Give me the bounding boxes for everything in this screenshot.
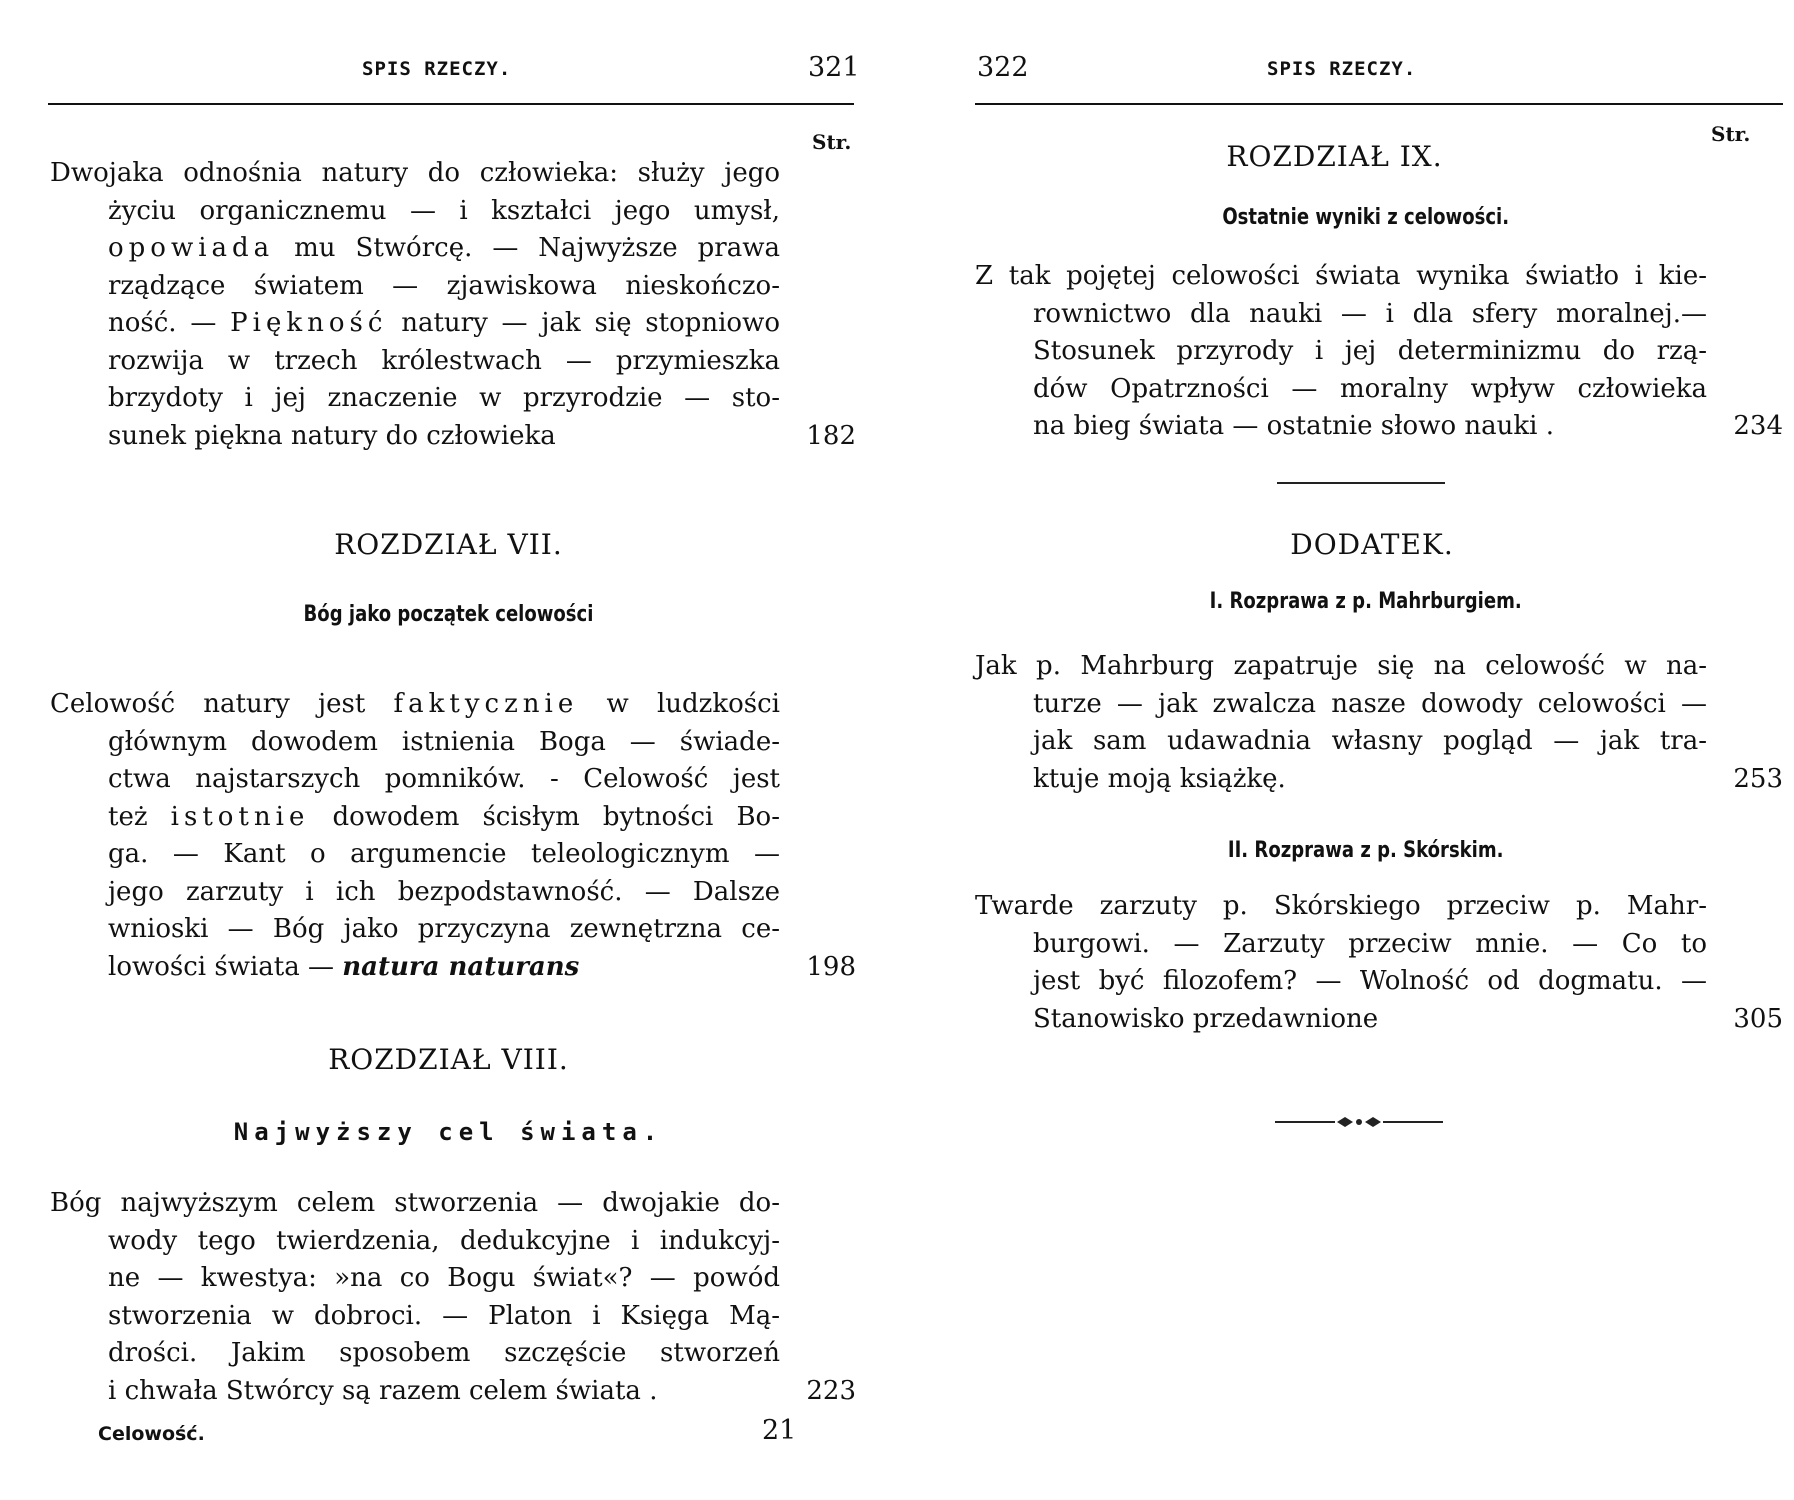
entry-page-number: 305 <box>1733 1003 1783 1034</box>
entry-line: Twarde zarzuty p. Skórskiego przeciw p. Mahr- <box>975 891 1707 921</box>
entry-line: jak sam udawadnia własny pogląd — jak tra- <box>1033 726 1707 756</box>
entry-line: turze — jak zwalcza nasze dowody celowości — <box>1033 688 1707 719</box>
entry-line: rownictwo dla nauki — i dla sfery moralnej.— <box>1033 298 1707 329</box>
chapter-subtitle: Bóg jako początek celowości <box>303 602 594 627</box>
entry-line: Jak p. Mahrburg zapatruje się na celowość w na- <box>975 651 1707 681</box>
running-head: SPIS RZECZY. <box>1267 58 1417 80</box>
entry-line: drości. Jakim sposobem szczęście stworzeń <box>108 1338 780 1368</box>
str-label: Str. <box>1711 122 1751 146</box>
entry-page-number: 198 <box>806 951 856 982</box>
appendix-subtitle: I. Rozprawa z p. Mahrburgiem. <box>1209 589 1522 614</box>
entry-line: jego zarzuty i ich bezpodstawność. — Dalsze <box>108 876 780 907</box>
entry-line: Bóg najwyższym celem stworzenia — dwojakie do- <box>50 1188 780 1218</box>
chapter-heading: ROZDZIAŁ VIII. <box>328 1043 569 1076</box>
entry-line: wody tego twierdzenia, dedukcyjne i indukcyj- <box>108 1225 780 1256</box>
entry-line: Dwojaka odnośnia natury do człowieka: służy jego <box>50 158 780 188</box>
entry-line: głównym dowodem istnienia Boga — świade- <box>108 726 780 757</box>
chapter-subtitle: Ostatnie wyniki z celowości. <box>1222 205 1510 230</box>
toc-entry-chapter-7 <box>50 686 856 986</box>
entry-line: ność. — Piękność natury — jak się stopniowo <box>108 308 780 338</box>
entry-line: rządzące światem — zjawiskowa nieskończo- <box>108 270 780 301</box>
entry-line: na bieg świata — ostatnie słowo nauki . <box>1033 411 1554 441</box>
entry-line <box>50 949 780 987</box>
signature-number: 21 <box>762 1415 797 1446</box>
spaced-word: opowiada <box>108 233 275 263</box>
appendix-subtitle: II. Rozprawa z p. Skórskim. <box>1227 838 1504 863</box>
entry-line: Z tak pojętej celowości świata wynika światło i kie- <box>975 261 1707 291</box>
entry-page-number: 182 <box>806 420 856 451</box>
entry-page-number: 223 <box>806 1375 856 1406</box>
toc-entry-appendix-1 <box>975 648 1783 798</box>
entry-line: sunek piękna natury do człowieka <box>108 420 556 451</box>
section-divider <box>1277 482 1445 484</box>
toc-entry-chapter-8 <box>50 1185 856 1410</box>
entry-line: Stanowisko przedawnione <box>1033 1003 1379 1034</box>
entry-line-text: lowości świata — <box>108 951 334 982</box>
spaced-word: faktycznie <box>393 689 579 719</box>
page-number: 322 <box>977 52 1029 83</box>
header-rule <box>975 103 1783 105</box>
entry-line: życiu organicznemu — i kształci jego umysł, <box>108 195 780 226</box>
entry-line: brzydoty i jej znaczenie w przyrodzie — sto- <box>108 383 780 413</box>
page-number: 321 <box>808 52 860 83</box>
entry-line: ne — kwestya: »na co Bogu świat«? — powód <box>108 1263 780 1293</box>
entry-line: jest być filozofem? — Wolność od dogmatu. — <box>1033 966 1707 996</box>
entry-line: ktuje moją książkę. <box>1033 763 1286 794</box>
entry-line: też istotnie dowodem ścisłym bytności Bo- <box>108 801 780 832</box>
entry-line: stworzenia w dobroci. — Platon i Księga Mą- <box>108 1300 780 1331</box>
end-ornament-icon <box>1275 1112 1443 1132</box>
italic-phrase: natura naturans <box>342 951 580 982</box>
spaced-word: Piękność <box>230 308 388 338</box>
toc-entry-appendix-2 <box>975 888 1783 1038</box>
toc-entry-chapter-9 <box>975 258 1783 446</box>
running-head: SPIS RZECZY. <box>362 58 512 80</box>
spaced-word: istotnie <box>170 801 310 832</box>
entry-line: Stosunek przyrody i jej determinizmu do rzą- <box>1033 336 1707 366</box>
header-rule <box>48 103 854 105</box>
entry-line: opowiada mu Stwórcę. — Najwyższe prawa <box>108 233 780 263</box>
str-label: Str. <box>812 130 852 154</box>
entry-line: rozwija w trzech królestwach — przymieszka <box>108 345 780 376</box>
entry-line: ctwa najstarszych pomników. - Celowość jest <box>108 764 780 794</box>
entry-line: i chwała Stwórcy są razem celem świata . <box>108 1375 658 1406</box>
chapter-subtitle: Najwyższy cel świata. <box>233 1118 664 1146</box>
entry-page-number: 253 <box>1733 763 1783 794</box>
toc-entry-nature <box>50 155 856 455</box>
appendix-heading: DODATEK. <box>1290 528 1454 561</box>
entry-line: Celowość natury jest faktycznie w ludzkości <box>50 689 780 719</box>
entry-page-number: 234 <box>1733 411 1783 441</box>
entry-line: ga. — Kant o argumencie teleologicznym — <box>108 839 780 869</box>
chapter-heading: ROZDZIAŁ IX. <box>1226 140 1443 173</box>
entry-line: burgowi. — Zarzuty przeciw mnie. — Co to <box>1033 928 1707 959</box>
right-page <box>897 0 1794 1500</box>
signature-label: Celowość. <box>98 1423 205 1445</box>
entry-line: dów Opatrzności — moralny wpływ człowieka <box>1033 373 1707 404</box>
chapter-heading: ROZDZIAŁ VII. <box>334 528 563 561</box>
entry-line: wnioski — Bóg jako przyczyna zewnętrzna ce- <box>108 914 780 944</box>
